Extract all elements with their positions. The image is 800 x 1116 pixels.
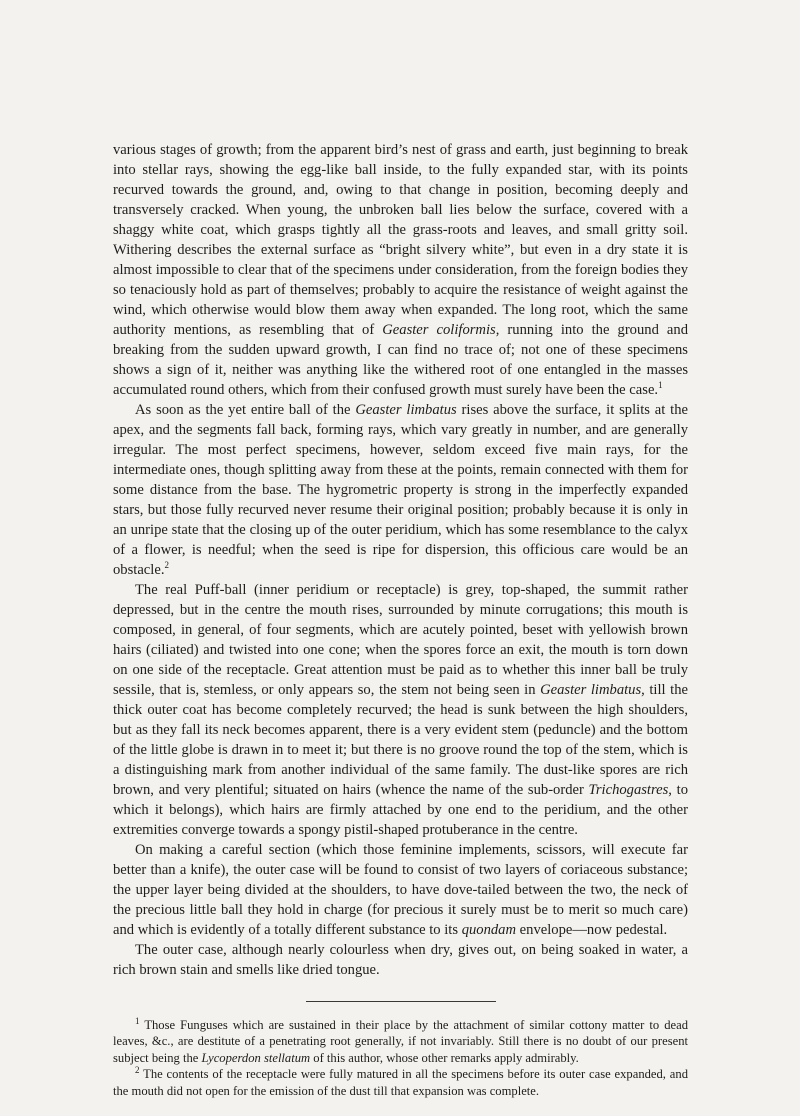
paragraph-1 — [113, 140, 688, 400]
text-run: , running into the ground and breaking from the sudden upward growth, I can find no trace of; not one of these specimens shows a sign of it, neither was anything like the withered root of one entangled in the masses accumulated round others, which from their confused growth must surely have been the case. — [113, 322, 688, 398]
italic-term: Geaster limbatus — [355, 402, 457, 418]
paragraph-2 — [113, 400, 688, 580]
text-run: The outer case, although nearly colourless when dry, gives out, on being soaked in water, a rich brown stain and smells like dried tongue. — [113, 942, 688, 978]
footnote-2 — [113, 1066, 688, 1099]
text-run: , to which it belongs), which hairs are firmly attached by one end to the peridium, and the other extremities converge towards a spongy pistil-shaped protuberance in the centre. — [113, 782, 688, 838]
paragraph-4 — [113, 840, 688, 940]
text-run: of this author, whose other remarks apply admirably. — [310, 1050, 579, 1065]
body-text — [113, 140, 688, 980]
italic-term: Geaster limbatus — [540, 682, 642, 698]
footnote-marker: 1 — [658, 380, 663, 391]
text-run: Those Funguses which are sustained in their place by the attachment of similar cottony matter to dead leaves, &c., are destitute of a penetrating root generally, if not invariably. Still there is no doubt of our present subject being the — [113, 1018, 688, 1065]
text-run: various stages of growth; from the apparent bird’s nest of grass and earth, just beginning to break into stellar rays, showing the egg-like ball inside, to the fully expanded star, with its points recurved towards the ground, and, owing to that change in position, becoming deeply and transversely cracked. When young, the unbroken ball lies below the surface, covered with a shaggy white coat, which grasps tightly all the grass-roots and leaves, and small gritty soil. Withering describes the external surface as “bright silvery white”, but even in a dry state it is almost impossible to clear that of the specimens under consideration, from the foreign bodies they so tenaciously hold as part of themselves; probably to acquire the resistance of weight against the wind, which otherwise would blow them away when expanded. The long root, which the same authority mentions, as resembling that of — [113, 142, 688, 338]
paragraph-5 — [113, 940, 688, 980]
italic-term: Geaster coliformis — [382, 322, 496, 338]
footnote-marker: 1 — [135, 1015, 140, 1026]
footnotes — [113, 1017, 688, 1099]
text-run: On making a careful section (which those feminine implements, scissors, will execute far better than a knife), the outer case will be found to consist of two layers of coriaceous substance; the upper layer being divided at the shoulders, to have dove-tailed between the two, the neck of the precious little ball they hold in charge (for precious it surely must be to merit so much care) and which is evidently of a totally different substance to its — [113, 842, 688, 938]
italic-term: Lycoperdon stellatum — [201, 1050, 311, 1065]
text-run: The contents of the receptacle were fully matured in all the specimens before its outer case expanded, and the mouth did not open for the emission of the dust till that expansion was complete. — [113, 1067, 688, 1098]
text-run: The real Puff-ball (inner peridium or receptacle) is grey, top-shaped, the summit rather depressed, but in the centre the mouth rises, surrounded by minute corrugations; this mouth is composed, in general, of four segments, which are acutely pointed, beset with yellowish brown hairs (ciliated) and twisted into one cone; when the spores force an exit, the mouth is torn down on one side of the receptacle. Great attention must be paid as to whether this inner ball be truly sessile, that is, stemless, or only appears so, the stem not being seen in — [113, 582, 688, 698]
footnote-marker: 2 — [164, 560, 169, 571]
text-run: , till the thick outer coat has become completely recurved; the head is sunk between the high shoulders, but as they fall its neck becomes apparent, there is a very evident stem (peduncle) and the bottom of the little globe is drawn in to meet it; but there is no groove round the top of the stem, which is a distinguishing mark from another individual of the same family. The dust-like spores are rich brown, and very plentiful; situated on hairs (whence the name of the sub-order — [113, 682, 688, 798]
footnote-divider — [306, 1001, 496, 1002]
footnote-marker: 2 — [135, 1065, 140, 1076]
italic-term: Trichogastres — [588, 782, 669, 798]
paragraph-3 — [113, 580, 688, 840]
italic-term: quondam — [461, 922, 517, 938]
text-run: rises above the surface, it splits at the apex, and the segments fall back, forming rays, which vary greatly in number, and are generally irregular. The most perfect specimens, however, seldom exceed five main rays, for the intermediate ones, though splitting away from these at the points, remain connected with them for some distance from the base. The hygrometric property is strong in the imperfectly expanded stars, but those fully recurved never resume their original position; probably because it is only in an unripe state that the closing up of the outer peridium, which has some resemblance to the calyx of a flower, is needful; when the seed is ripe for dispersion, this officious care would be an obstacle. — [113, 402, 688, 578]
text-run: envelope—now pedestal. — [516, 922, 668, 938]
text-run: As soon as the yet entire ball of the — [135, 402, 356, 418]
footnote-1 — [113, 1017, 688, 1066]
